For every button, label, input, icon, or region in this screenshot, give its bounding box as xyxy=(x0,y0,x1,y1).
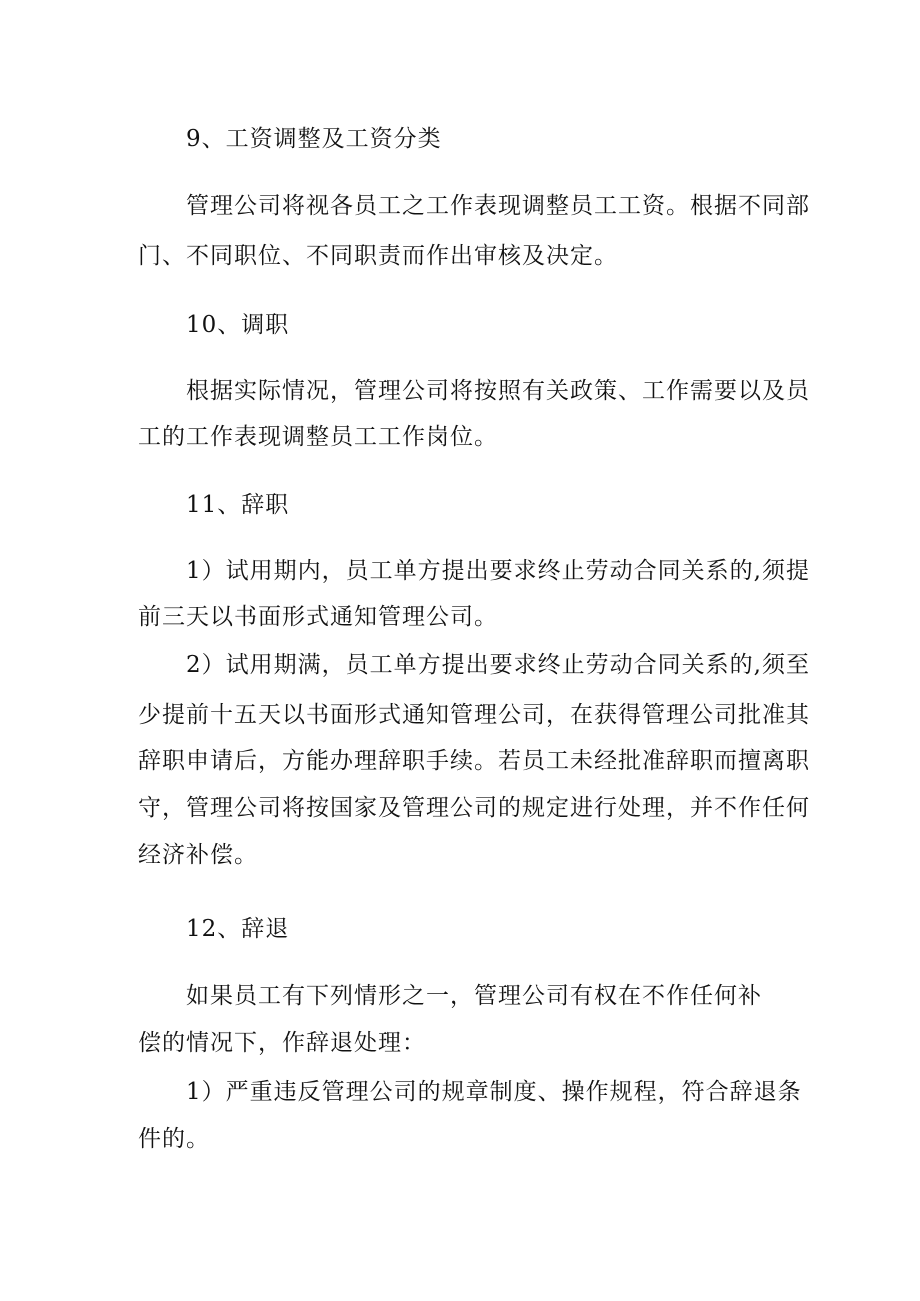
paragraph-line: 经济补偿。 xyxy=(138,842,258,868)
paragraph-line: 工的工作表现调整员工工作岗位。 xyxy=(138,424,498,450)
paragraph-line: 门、不同职位、不同职责而作出审核及决定。 xyxy=(138,243,618,269)
section-heading: 9、工资调整及工资分类 xyxy=(186,126,442,152)
paragraph-line: 件的。 xyxy=(138,1126,210,1152)
paragraph-line: 管理公司将视各员工之工作表现调整员工工资。根据不同部 xyxy=(186,193,810,219)
paragraph-line: 少提前十五天以书面形式通知管理公司，在获得管理公司批准其 xyxy=(138,702,810,728)
section-heading: 11、辞职 xyxy=(186,492,290,518)
section-heading: 12、辞退 xyxy=(186,916,290,942)
paragraph-line: 如果员工有下列情形之一，管理公司有权在不作任何补 xyxy=(186,983,762,1009)
paragraph-line: 1）试用期内，员工单方提出要求终止劳动合同关系的,须提 xyxy=(186,558,810,584)
paragraph-line: 2）试用期满，员工单方提出要求终止劳动合同关系的,须至 xyxy=(186,652,810,678)
paragraph-line: 前三天以书面形式通知管理公司。 xyxy=(138,604,498,630)
paragraph-line: 偿的情况下，作辞退处理： xyxy=(138,1030,426,1056)
paragraph-line: 根据实际情况，管理公司将按照有关政策、工作需要以及员 xyxy=(186,378,810,404)
section-heading: 10、调职 xyxy=(186,312,290,338)
paragraph-line: 守，管理公司将按国家及管理公司的规定进行处理，并不作任何 xyxy=(138,795,810,821)
paragraph-line: 1）严重违反管理公司的规章制度、操作规程，符合辞退条 xyxy=(186,1079,802,1105)
paragraph-line: 辞职申请后，方能办理辞职手续。若员工未经批准辞职而擅离职 xyxy=(138,748,810,774)
